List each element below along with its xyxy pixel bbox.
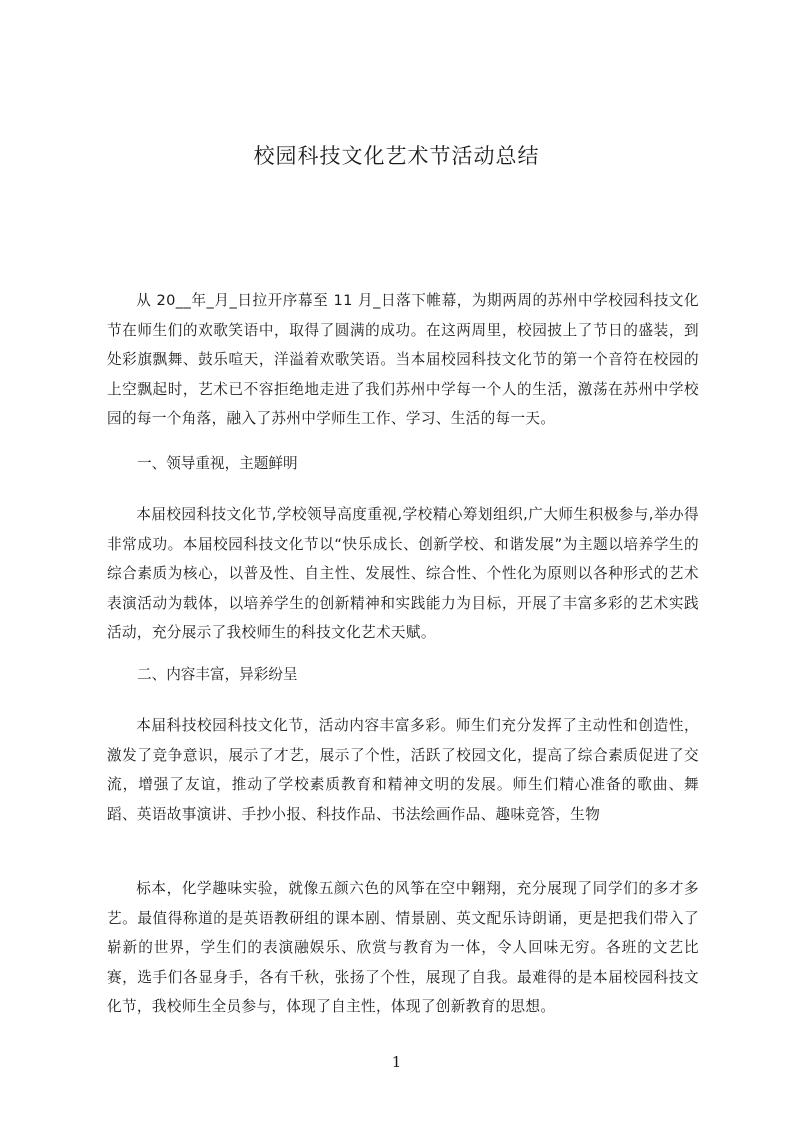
section-1-paragraph: 本届校园科技文化节,学校领导高度重视,学校精心筹划组织,广大师生积极参与,举办得非常成功。本届校园科技文化节以“快乐成长、创新学校、和谐发展”为主题以培养学生的综合素质为核心，以普及性、自主性、发展性、综合性、个性化为原则以各种形式的艺术表演活动为载体，以培养学生的创新精神和实践能力为目标，开展了丰富多彩的艺术实践活动，充分展示了我校师生的科技文化艺术天赋。 bbox=[107, 506, 699, 641]
section-heading-2: 二、内容丰富，异彩纷呈 bbox=[137, 666, 298, 683]
document-title: 校园科技文化艺术节活动总结 bbox=[253, 144, 540, 168]
section-heading-1: 一、领导重视，主题鲜明 bbox=[137, 455, 298, 472]
section-2-paragraph: 本届科技校园科技文化节，活动内容丰富多彩。师生们充分发挥了主动性和创造性，激发了竞争意识，展示了才艺，展示了个性，活跃了校园文化，提高了综合素质促进了交流，增强了友谊，推动了学校素质教育和精神文明的发展。师生们精心准备的歌曲、舞蹈、英语故事演讲、手抄小报、科技作品、书法绘画作品、趣味竞答，生物 bbox=[107, 717, 699, 823]
page-number: 1 bbox=[391, 1053, 402, 1071]
section-2-paragraph-continued: 标本，化学趣味实验，就像五颜六色的风筝在空中翱翔，充分展现了同学们的多才多艺。最值得称道的是英语教研组的课本剧、情景剧、英文配乐诗朗诵，更是把我们带入了崭新的世界，学生们的表演融娱乐、欣赏与教育为一体，令人回味无穷。各班的文艺比赛，选手们各显身手，各有千秋，张扬了个性，展现了自我。最难得的是本届校园科技文化节，我校师生全员参与，体现了自主性，体现了创新教育的思想。 bbox=[107, 880, 699, 1015]
intro-paragraph: 从 20__年_月_日拉开序幕至 11 月_日落下帷幕，为期两周的苏州中学校园科技文化节在师生们的欢歌笑语中，取得了圆满的成功。在这两周里，校园披上了节日的盛装，到处彩旗飘舞、鼓乐喧天，洋溢着欢歌笑语。当本届校园科技文化节的第一个音符在校园的上空飘起时，艺术已不容拒绝地走进了我们苏州中学每一个人的生活，激荡在苏州中学校园的每一个角落，融入了苏州中学师生工作、学习、生活的每一天。 bbox=[107, 292, 699, 427]
